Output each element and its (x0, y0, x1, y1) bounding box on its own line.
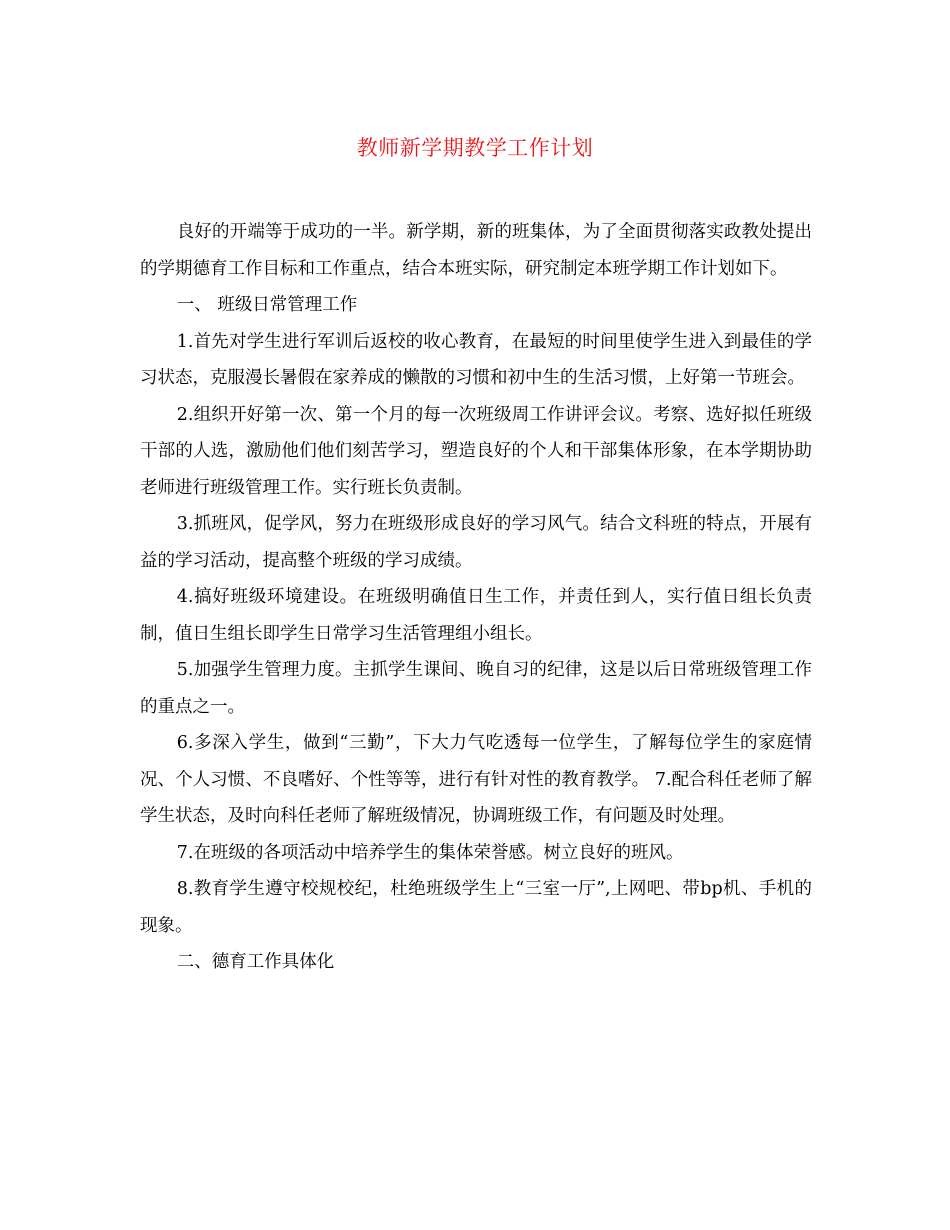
paragraph-item-8: 8.教育学生遵守校规校纪，杜绝班级学生上“三室一厅”,上网吧、带bp机、手机的现象。 (140, 879, 812, 936)
paragraph-item-3: 3.抓班风，促学风，努力在班级形成良好的学习风气。结合文科班的特点，开展有益的学习活动，提高整个班级的学习成绩。 (140, 514, 812, 571)
paragraph-item-2: 2.组织开好第一次、第一个月的每一次班级周工作讲评会议。考察、选好拟任班级干部的人选，激励他们他们刻苦学习，塑造良好的个人和干部集体形象，在本学期协助老师进行班级管理工作。实行班长负责制。 (140, 404, 812, 498)
paragraph-item-4: 4.搞好班级环境建设。在班级明确值日生工作，并责任到人，实行值日组长负责制，值日生组长即学生日常学习生活管理组小组长。 (140, 587, 812, 644)
section-heading-moral-education: 二、德育工作具体化 (176, 952, 335, 972)
paragraph-item-1: 1.首先对学生进行军训后返校的收心教育，在最短的时间里使学生进入到最佳的学习状态，克服漫长暑假在家养成的懒散的习惯和初中生的生活习惯，上好第一节班会。 (140, 331, 812, 388)
document-body (140, 214, 812, 981)
paragraph-item-5: 5.加强学生管理力度。主抓学生课间、晚自习的纪律，这是以后日常班级管理工作的重点之一。 (140, 660, 812, 717)
paragraph-intro: 良好的开端等于成功的一半。新学期，新的班集体，为了全面贯彻落实政教处提出的学期德育工作目标和工作重点，结合本班实际，研究制定本班学期工作计划如下。 (140, 222, 812, 279)
document-title: 教师新学期教学工作计划 (356, 136, 594, 160)
paragraph-item-6: 6.多深入学生，做到“三勤”，下大力气吃透每一位学生，了解每位学生的家庭情况、个人习惯、不良嗜好、个性等等，进行有针对性的教育教学。 7.配合科任老师了解学生状态，及时向科任老师了解班级情况，协调班级工作，有问题及时处理。 (140, 733, 812, 826)
paragraph-item-7: 7.在班级的各项活动中培养学生的集体荣誉感。树立良好的班风。 (176, 842, 684, 863)
section-heading-daily-management: 一、 班级日常管理工作 (176, 295, 358, 315)
